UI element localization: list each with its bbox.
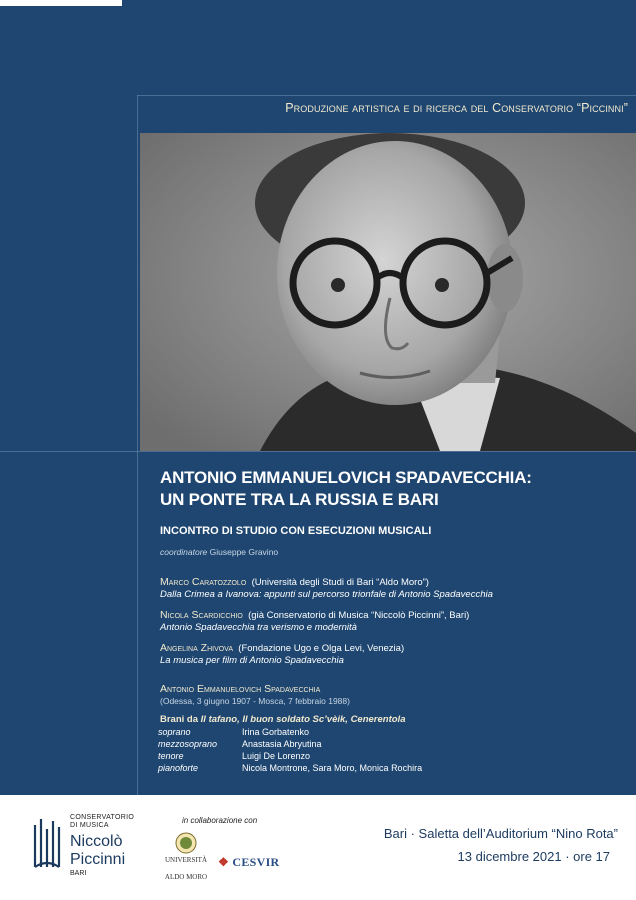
event-title (160, 467, 532, 511)
vertical-rule (137, 95, 138, 795)
conservatorio-logo (32, 813, 152, 883)
speaker-affiliation: (già Conservatorio di Musica “Niccolò Piccinni”, Bari) (248, 610, 470, 621)
logo-line-1: CONSERVATORIO (70, 814, 135, 821)
speaker-2 (160, 609, 469, 634)
speaker-1 (160, 576, 493, 601)
performer-role: tenore (158, 751, 184, 761)
rule-top (137, 95, 636, 96)
cesvir-text: CESVIR (232, 855, 280, 869)
performer-row (158, 762, 422, 774)
university-name: UNIVERSITÀ (165, 856, 207, 864)
performer-name: Anastasia Abryutina (242, 739, 322, 749)
production-heading: Produzione artistica e di ricerca del Conservatorio “Piccinni” (285, 101, 628, 115)
logo-city: BARI (70, 870, 87, 877)
coordinator-name: Giuseppe Gravino (209, 547, 279, 557)
portrait-photo (140, 133, 636, 451)
organ-pipes-icon (32, 815, 66, 873)
speaker-talk: Dalla Crimea a Ivanova: appunti sul percorso trionfale di Antonio Spadavecchia (160, 589, 493, 600)
speaker-name: Marco Caratozzolo (160, 576, 247, 588)
cesvir-swoosh-icon: ❖ (218, 855, 230, 869)
performer-row (158, 726, 422, 738)
composer-dates: (Odessa, 3 giugno 1907 - Mosca, 7 febbraio 1988) (160, 696, 350, 706)
logo-name-2: Piccinni (70, 851, 126, 868)
logo-name-1: Niccolò (70, 833, 123, 850)
performer-name: Luigi De Lorenzo (242, 751, 311, 761)
performer-role: mezzosoprano (158, 739, 218, 749)
university-seal-icon (160, 831, 212, 855)
works-line (160, 714, 405, 725)
performer-name: Irina Gorbatenko (242, 727, 310, 737)
speaker-name: Angelina Zhivova (160, 642, 233, 654)
speaker-name: Nicola Scardicchio (160, 609, 243, 621)
university-logo (160, 831, 212, 885)
performer-row (158, 738, 422, 750)
coordinator-label: coordinatore (160, 547, 208, 557)
works-titles: Il tafano, Il buon soldato Sc’vèik, Cenerentola (200, 714, 406, 725)
title-line-2: UN PONTE TRA LA RUSSIA E BARI (160, 490, 439, 509)
speaker-talk: Antonio Spadavecchia tra verismo e modernità (160, 622, 357, 633)
performer-row (158, 750, 422, 762)
cesvir-logo (218, 855, 280, 870)
works-prefix: Brani da (160, 714, 199, 725)
event-date-time: 13 dicembre 2021 · ore 17 (457, 849, 610, 864)
event-venue: Bari · Saletta dell’Auditorium “Nino Rota” (383, 826, 618, 841)
event-subtitle: INCONTRO DI STUDIO CON ESECUZIONI MUSICALI (160, 525, 432, 537)
portrait-illustration (140, 133, 636, 451)
speaker-affiliation: (Università degli Studi di Bari “Aldo Moro”) (251, 577, 429, 588)
speaker-affiliation: (Fondazione Ugo e Olga Levi, Venezia) (238, 643, 405, 654)
speaker-talk: La musica per film di Antonio Spadavecchia (160, 655, 344, 666)
university-subname: ALDO MORO (164, 873, 208, 881)
performer-name: Nicola Montrone, Sara Moro, Monica Rochira (242, 763, 423, 773)
top-white-strip (0, 0, 122, 6)
performers-table (158, 726, 422, 774)
collaboration-label: in collaborazione con (182, 816, 258, 825)
composer-name: Antonio Emmanuelovich Spadavecchia (160, 683, 321, 695)
speaker-3 (160, 642, 404, 667)
performer-role: soprano (158, 727, 191, 737)
performer-role: pianoforte (158, 763, 199, 773)
rule-photo-bottom (0, 451, 636, 452)
title-line-1: ANTONIO EMMANUELOVICH SPADAVECCHIA: (160, 468, 532, 487)
coordinator (160, 547, 278, 557)
logo-line-2: DI MUSICA (70, 822, 109, 829)
footer (0, 795, 636, 900)
